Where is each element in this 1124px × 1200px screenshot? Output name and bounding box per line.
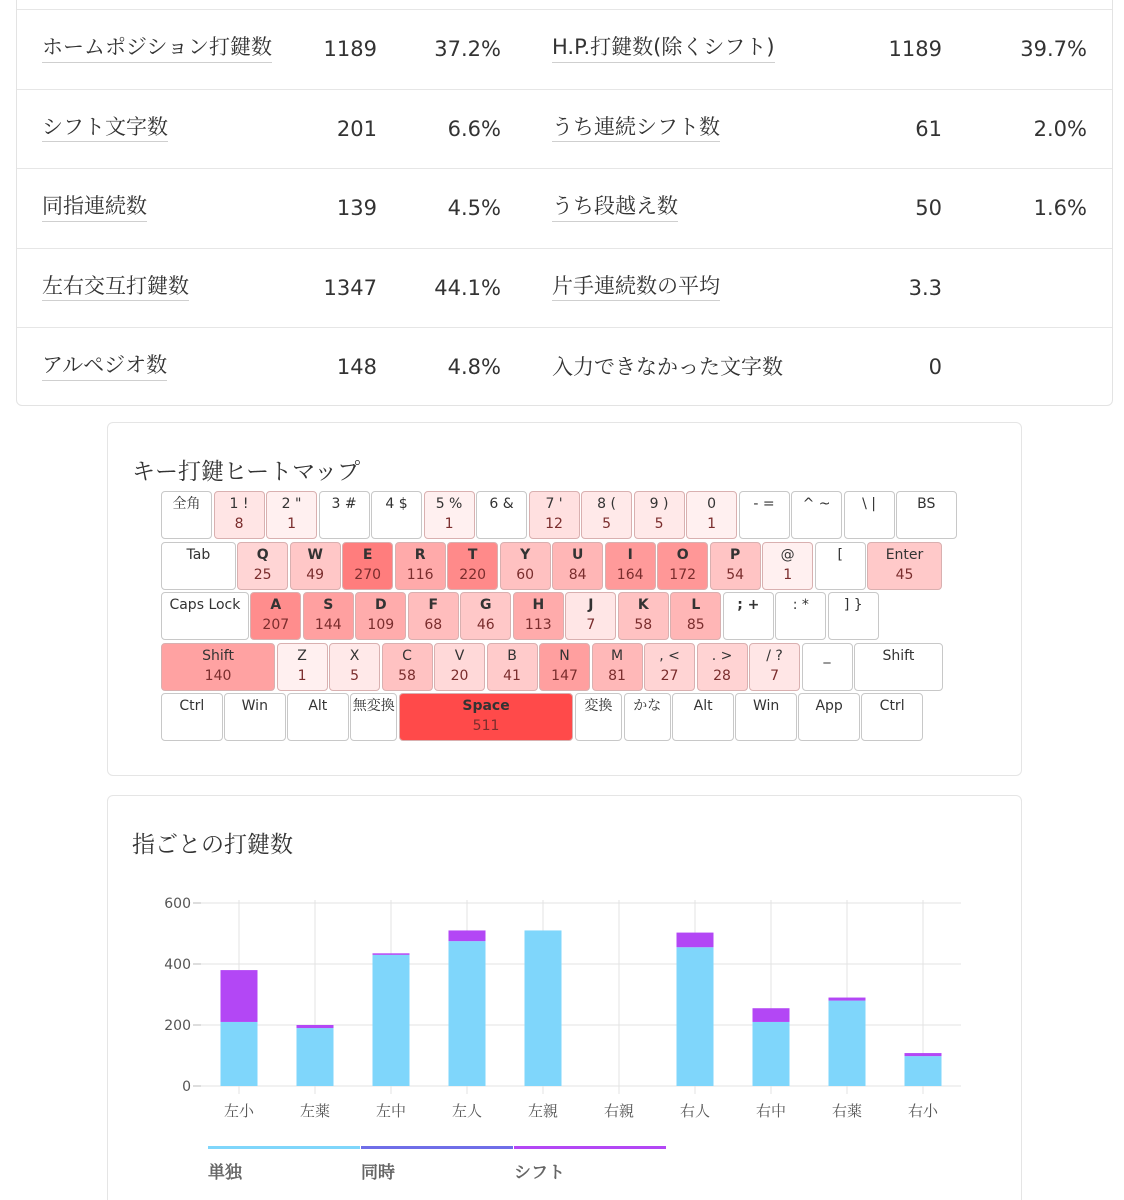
x-tick-label: 右中 bbox=[755, 1102, 787, 1120]
stat-percent: 1.6% bbox=[1033, 196, 1087, 220]
key-8sym bbox=[581, 491, 632, 539]
key-b bbox=[487, 643, 538, 691]
stat-percent: 39.7% bbox=[1020, 37, 1087, 61]
stat-percent: 4.5% bbox=[447, 196, 501, 220]
stat-label[interactable]: 左右交互打鍵数 bbox=[42, 274, 189, 301]
stat-percent-cell bbox=[1034, 90, 1087, 168]
key-3sym bbox=[319, 491, 370, 539]
key-o bbox=[657, 542, 708, 590]
stat-percent-cell bbox=[448, 90, 501, 168]
stat-value: 148 bbox=[336, 355, 377, 379]
key-count: 116 bbox=[406, 566, 434, 583]
stat-label: 入力できなかった文字数 bbox=[552, 354, 783, 379]
key-label: V bbox=[454, 647, 465, 664]
key-count: 58 bbox=[398, 667, 416, 684]
bar-single bbox=[525, 930, 562, 1086]
key-label: ; + bbox=[737, 597, 760, 614]
key-label: 全角 bbox=[172, 496, 201, 512]
stat-value: 1347 bbox=[323, 275, 377, 300]
key-label: F bbox=[428, 597, 439, 614]
key-alt bbox=[672, 693, 734, 741]
key-count: 49 bbox=[306, 566, 325, 583]
key-app bbox=[798, 693, 860, 741]
stat-label-cell bbox=[552, 10, 775, 88]
key-label: X bbox=[349, 647, 360, 664]
stat-percent-cell bbox=[1020, 10, 1087, 88]
stat-label-cell bbox=[552, 249, 720, 327]
stat-label-cell bbox=[552, 328, 783, 406]
key-変換 bbox=[575, 693, 622, 741]
legend-item-simultaneous[interactable] bbox=[361, 1146, 513, 1186]
key-symsym bbox=[791, 491, 842, 539]
key-label: \ | bbox=[862, 496, 876, 512]
key-symsym bbox=[723, 592, 774, 640]
chart-title: 指ごとの打鍵数 bbox=[132, 832, 293, 858]
key-label: 7 ' bbox=[545, 496, 563, 512]
x-tick-label: 左薬 bbox=[299, 1102, 331, 1120]
key-count: 45 bbox=[895, 566, 914, 583]
legend-line-single bbox=[208, 1146, 360, 1149]
key-count: 207 bbox=[262, 617, 290, 634]
key-count: 1 bbox=[444, 516, 454, 532]
key-2sym bbox=[266, 491, 317, 539]
x-tick-label: 左小 bbox=[223, 1102, 255, 1120]
key-count: 1 bbox=[783, 566, 793, 583]
stat-label-cell bbox=[42, 169, 147, 247]
stat-value: 1189 bbox=[323, 37, 377, 61]
stat-percent: 6.6% bbox=[447, 116, 501, 141]
key-label: _ bbox=[823, 647, 831, 664]
key-shift bbox=[161, 643, 275, 691]
key-count: 7 bbox=[586, 617, 596, 634]
key-4sym bbox=[371, 491, 422, 539]
stat-percent: 2.0% bbox=[1033, 116, 1087, 141]
key-sym bbox=[762, 542, 813, 590]
key-e bbox=[342, 542, 393, 590]
key-label: Shift bbox=[202, 647, 234, 664]
stat-value: 61 bbox=[915, 116, 942, 141]
stat-percent-cell bbox=[448, 169, 501, 247]
key-bs bbox=[896, 491, 957, 539]
key-shift bbox=[854, 643, 943, 691]
key-z bbox=[277, 643, 328, 691]
key-p bbox=[710, 542, 761, 590]
key-label: [ bbox=[837, 546, 843, 563]
heatmap-title: キー打鍵ヒートマップ bbox=[132, 459, 361, 485]
key-無変換 bbox=[350, 693, 397, 741]
key-win bbox=[735, 693, 797, 741]
key-label: L bbox=[691, 597, 701, 614]
key-count: 113 bbox=[524, 617, 552, 634]
x-tick-label: 左中 bbox=[375, 1102, 407, 1120]
stats-row bbox=[17, 327, 1112, 406]
key-かな bbox=[624, 693, 671, 741]
stat-label[interactable]: シフト文字数 bbox=[42, 115, 168, 142]
stat-percent: 44.1% bbox=[434, 275, 501, 300]
legend-item-single[interactable] bbox=[208, 1146, 360, 1186]
key-label: : * bbox=[792, 597, 809, 614]
stat-label[interactable]: 片手連続数の平均 bbox=[552, 274, 720, 301]
x-tick-label: 右薬 bbox=[831, 1102, 863, 1120]
key-label: Alt bbox=[693, 698, 713, 715]
key-enter bbox=[867, 542, 942, 590]
key-count: 511 bbox=[472, 718, 500, 735]
stat-percent: 37.2% bbox=[434, 37, 501, 61]
key-label: 2 " bbox=[281, 496, 302, 512]
stat-value-cell bbox=[929, 328, 942, 406]
key-s bbox=[303, 592, 354, 640]
key-count: 60 bbox=[516, 566, 535, 583]
key-d bbox=[355, 592, 406, 640]
key-label: App bbox=[815, 698, 843, 715]
stat-label[interactable]: 同指連続数 bbox=[42, 194, 147, 221]
legend-label-single: 単独 bbox=[208, 1163, 242, 1183]
key-label: 1 ! bbox=[229, 496, 249, 512]
key-f bbox=[408, 592, 459, 640]
stat-value: 50 bbox=[915, 196, 942, 220]
key-label: T bbox=[467, 546, 478, 563]
key-count: 144 bbox=[314, 617, 342, 634]
key-count: 81 bbox=[608, 667, 626, 684]
key-label: @ bbox=[780, 546, 795, 563]
key-label: O bbox=[676, 546, 689, 563]
finger-chart-card bbox=[107, 795, 1022, 1200]
key-label: U bbox=[571, 546, 584, 563]
bar-shift bbox=[449, 930, 486, 941]
key-count: 1 bbox=[287, 516, 296, 532]
stat-value: 201 bbox=[336, 116, 377, 141]
key-h bbox=[513, 592, 564, 640]
chart-legend bbox=[208, 1146, 668, 1186]
key-label: Ctrl bbox=[179, 698, 205, 715]
key-6sym bbox=[476, 491, 527, 539]
key-label: Tab bbox=[186, 546, 211, 563]
key-label: H bbox=[532, 597, 545, 614]
key-label: Ctrl bbox=[879, 698, 905, 715]
key-label: Win bbox=[752, 698, 780, 715]
key-w bbox=[290, 542, 341, 590]
stat-value-cell bbox=[324, 249, 377, 327]
key-c bbox=[382, 643, 433, 691]
heatmap-card bbox=[107, 422, 1022, 776]
key-label: Caps Lock bbox=[169, 597, 241, 614]
bar-single bbox=[753, 1022, 790, 1086]
stat-label-cell bbox=[552, 90, 720, 168]
key-count: 7 bbox=[770, 667, 779, 684]
key-m bbox=[592, 643, 643, 691]
stat-percent-cell bbox=[434, 10, 501, 88]
stat-label[interactable]: うち段越え数 bbox=[552, 194, 678, 221]
key-ctrl bbox=[861, 693, 923, 741]
stat-value: 139 bbox=[336, 196, 377, 220]
stat-value: 3.3 bbox=[908, 275, 942, 300]
stats-row bbox=[17, 248, 1112, 327]
key-count: 20 bbox=[450, 667, 469, 684]
key-count: 54 bbox=[726, 566, 745, 583]
y-tick-label: 600 bbox=[164, 896, 191, 912]
key-v bbox=[434, 643, 485, 691]
key-symsym bbox=[828, 592, 879, 640]
key-j bbox=[565, 592, 616, 640]
stat-label-cell bbox=[42, 328, 167, 406]
x-tick-label: 左親 bbox=[527, 1102, 559, 1120]
key-u bbox=[552, 542, 603, 590]
key-label: K bbox=[637, 597, 649, 614]
key-count: 8 bbox=[234, 516, 244, 532]
bar-shift bbox=[373, 953, 410, 955]
key-symsym bbox=[644, 643, 695, 691]
x-tick-label: 右小 bbox=[907, 1102, 939, 1120]
stat-value-cell bbox=[337, 328, 377, 406]
key-alt bbox=[287, 693, 349, 741]
stat-value-cell bbox=[915, 169, 942, 247]
key-n bbox=[539, 643, 590, 691]
bar-single bbox=[829, 1001, 866, 1086]
key-label: Y bbox=[520, 546, 531, 563]
key-label: - = bbox=[753, 496, 775, 512]
legend-line-simultaneous bbox=[361, 1146, 513, 1149]
stat-label-cell bbox=[42, 249, 189, 327]
key-label: BS bbox=[917, 496, 936, 512]
key-count: 41 bbox=[503, 667, 521, 684]
finger-bar-chart bbox=[108, 796, 1021, 1200]
bar-shift bbox=[905, 1053, 942, 1056]
key-symsym bbox=[739, 491, 790, 539]
key-k bbox=[618, 592, 669, 640]
key-symsym bbox=[844, 491, 895, 539]
stat-label-cell bbox=[42, 10, 272, 88]
key-7sym bbox=[529, 491, 580, 539]
stat-label[interactable]: ホームポジション打鍵数 bbox=[42, 35, 272, 62]
key-9sym bbox=[634, 491, 685, 539]
key-count: 68 bbox=[424, 617, 443, 634]
key-label: 0 bbox=[707, 496, 716, 512]
key-count: 5 bbox=[654, 516, 664, 532]
key-count: 58 bbox=[634, 617, 653, 634]
stat-value-cell bbox=[337, 169, 377, 247]
legend-item-shift[interactable] bbox=[514, 1146, 666, 1186]
key-label: A bbox=[270, 597, 282, 614]
stat-percent-cell bbox=[448, 328, 501, 406]
bar-shift bbox=[829, 998, 866, 1001]
bar-single bbox=[221, 1022, 258, 1086]
key-label: 6 & bbox=[489, 496, 514, 512]
key-5sym bbox=[424, 491, 475, 539]
key-sym bbox=[802, 643, 853, 691]
x-tick-label: 右親 bbox=[603, 1102, 635, 1120]
key-label: G bbox=[480, 597, 492, 614]
key-ctrl bbox=[161, 693, 223, 741]
key-label: J bbox=[588, 597, 594, 614]
key-count: 220 bbox=[459, 566, 487, 583]
key-count: 164 bbox=[616, 566, 644, 583]
stat-label[interactable]: うち連続シフト数 bbox=[552, 115, 720, 142]
key-sym bbox=[815, 542, 866, 590]
key-label: E bbox=[362, 546, 373, 563]
key-symsym bbox=[697, 643, 748, 691]
x-tick-label: 左人 bbox=[451, 1102, 483, 1120]
stat-percent-cell bbox=[434, 249, 501, 327]
key-label: / ? bbox=[766, 647, 783, 664]
key-label: Space bbox=[462, 698, 510, 715]
key-count: 270 bbox=[354, 566, 382, 583]
key-count: 1 bbox=[707, 516, 716, 532]
key-count: 5 bbox=[350, 667, 359, 684]
bar-single bbox=[373, 955, 410, 1086]
stat-percent-cell bbox=[1034, 169, 1087, 247]
y-tick-label: 200 bbox=[164, 1018, 191, 1034]
stat-value: 1189 bbox=[888, 37, 942, 61]
key-0 bbox=[686, 491, 737, 539]
stat-value-cell bbox=[909, 249, 942, 327]
key-label: W bbox=[307, 546, 323, 563]
key-label: M bbox=[611, 647, 624, 664]
key-1sym bbox=[214, 491, 265, 539]
key-count: 5 bbox=[602, 516, 611, 532]
stat-label-cell bbox=[552, 169, 678, 247]
stats-table bbox=[16, 0, 1113, 406]
key-count: 12 bbox=[545, 516, 563, 532]
stats-row bbox=[17, 89, 1112, 168]
key-label: かな bbox=[633, 698, 662, 715]
stats-row bbox=[17, 168, 1112, 247]
key-g bbox=[460, 592, 511, 640]
key-a bbox=[250, 592, 301, 640]
stat-label-cell bbox=[42, 90, 168, 168]
key-label: 無変換 bbox=[352, 698, 395, 715]
key-q bbox=[237, 542, 288, 590]
key-count: 109 bbox=[367, 617, 395, 634]
key-label: Alt bbox=[308, 698, 328, 715]
legend-label-shift: シフト bbox=[514, 1163, 565, 1183]
stats-row bbox=[17, 9, 1112, 88]
key-label: Z bbox=[297, 647, 307, 664]
key-label: 9 ) bbox=[649, 496, 669, 512]
key-label: C bbox=[402, 647, 412, 664]
key-count: 147 bbox=[551, 667, 578, 684]
key-全角 bbox=[161, 491, 212, 539]
key-l bbox=[670, 592, 721, 640]
key-label: ] } bbox=[843, 597, 863, 614]
stat-label[interactable]: H.P.打鍵数(除くシフト) bbox=[552, 35, 775, 62]
stat-value-cell bbox=[915, 90, 942, 168]
key-label: . > bbox=[711, 647, 733, 664]
key-i bbox=[605, 542, 656, 590]
x-tick-label: 右人 bbox=[679, 1102, 711, 1120]
key-count: 46 bbox=[476, 617, 495, 634]
key-label: 4 $ bbox=[385, 496, 408, 512]
legend-label-simultaneous: 同時 bbox=[361, 1163, 395, 1183]
key-tab bbox=[161, 542, 236, 590]
stat-value-cell bbox=[324, 10, 377, 88]
stat-percent: 4.8% bbox=[447, 355, 501, 379]
key-symsym bbox=[775, 592, 826, 640]
bar-shift bbox=[221, 970, 258, 1022]
stat-label[interactable]: アルペジオ数 bbox=[42, 353, 167, 380]
key-space bbox=[399, 693, 573, 741]
key-win bbox=[224, 693, 286, 741]
key-count: 85 bbox=[686, 617, 705, 634]
key-symsym bbox=[749, 643, 800, 691]
key-label: P bbox=[730, 546, 741, 563]
key-label: D bbox=[374, 597, 387, 614]
key-label: 8 ( bbox=[597, 496, 616, 512]
key-count: 172 bbox=[669, 566, 697, 583]
bar-single bbox=[677, 947, 714, 1086]
key-t bbox=[447, 542, 498, 590]
stat-value: 0 bbox=[928, 355, 942, 379]
key-count: 28 bbox=[713, 667, 731, 684]
key-label: ^ ~ bbox=[802, 496, 831, 512]
key-count: 140 bbox=[204, 667, 232, 684]
key-count: 84 bbox=[568, 566, 587, 583]
key-label: 変換 bbox=[584, 698, 613, 715]
key-r bbox=[395, 542, 446, 590]
key-label: 3 # bbox=[331, 496, 357, 512]
bar-shift bbox=[297, 1025, 334, 1028]
key-label: N bbox=[559, 647, 570, 664]
bar-single bbox=[297, 1028, 334, 1086]
bar-shift bbox=[677, 933, 714, 948]
bar-single bbox=[449, 941, 486, 1086]
key-count: 27 bbox=[660, 667, 679, 684]
key-x bbox=[329, 643, 380, 691]
keyboard-heatmap bbox=[161, 491, 971, 747]
key-count: 25 bbox=[253, 566, 272, 583]
key-label: 5 % bbox=[435, 496, 463, 512]
y-tick-label: 0 bbox=[182, 1079, 191, 1095]
bar-shift bbox=[753, 1008, 790, 1022]
key-label: I bbox=[627, 546, 633, 563]
key-label: B bbox=[507, 647, 517, 664]
key-label: S bbox=[323, 597, 334, 614]
key-count: 1 bbox=[297, 667, 307, 684]
legend-line-shift bbox=[514, 1146, 666, 1149]
stat-value-cell bbox=[889, 10, 942, 88]
key-capslock bbox=[161, 592, 249, 640]
key-y bbox=[500, 542, 551, 590]
key-label: , < bbox=[659, 647, 680, 664]
stat-value-cell bbox=[337, 90, 377, 168]
bar-single bbox=[905, 1056, 942, 1086]
key-label: Q bbox=[256, 546, 269, 563]
y-tick-label: 400 bbox=[164, 957, 191, 973]
key-label: Enter bbox=[885, 546, 924, 563]
key-label: R bbox=[414, 546, 426, 563]
key-label: Win bbox=[241, 698, 268, 715]
key-label: Shift bbox=[882, 647, 915, 664]
